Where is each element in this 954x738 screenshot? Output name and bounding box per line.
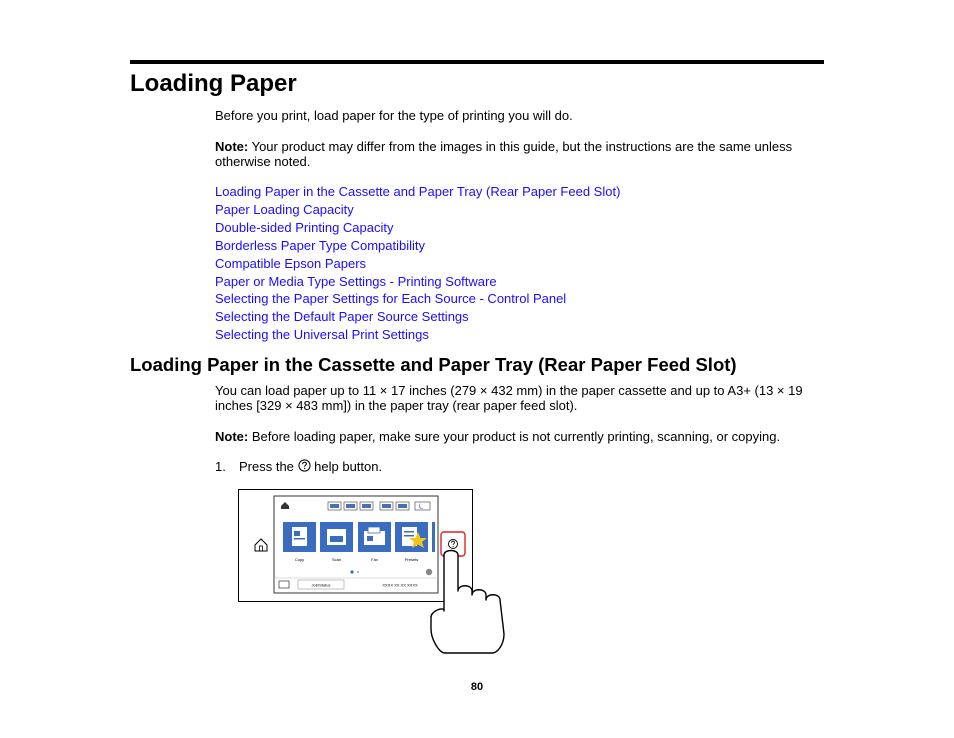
topic-links (215, 183, 620, 344)
list-item (215, 255, 620, 273)
list-item (215, 201, 620, 219)
help-icon (298, 459, 311, 472)
page-title: Loading Paper (130, 70, 297, 97)
section-body: You can load paper up to 11 × 17 inches (279 × 432 mm) in the paper cassette and up to A3+ (13 × 19 inches [329 × 483 mm]) in the paper tray (rear paper feed slot). (215, 383, 803, 413)
list-item (215, 326, 620, 344)
step-text-after: help button. (310, 459, 383, 474)
step-number: 1. (215, 459, 226, 474)
link-paper-settings-control-panel[interactable]: Selecting the Paper Settings for Each Source - Control Panel (215, 291, 567, 307)
list-item (215, 308, 620, 326)
tile-scan (320, 522, 353, 552)
note-paragraph (215, 139, 815, 169)
tile-label: Fax (371, 557, 378, 562)
page-indicator-active (350, 570, 353, 573)
link-universal-print-settings[interactable]: Selecting the Universal Print Settings (215, 327, 429, 343)
tile-label: Scan (331, 557, 342, 562)
note-text: Your product may differ from the images in this guide, but the instructions are the same unless otherwise noted. (215, 139, 793, 169)
link-paper-loading-capacity[interactable]: Paper Loading Capacity (215, 201, 354, 217)
tile-presets (395, 522, 428, 552)
list-item (215, 183, 620, 201)
step-1 (215, 459, 382, 475)
step-text-before: Press the (239, 459, 298, 474)
link-compatible-epson-papers[interactable]: Compatible Epson Papers (215, 255, 367, 271)
link-borderless-compatibility[interactable]: Borderless Paper Type Compatibility (215, 237, 426, 253)
tile-label: Copy (294, 557, 305, 562)
tile-copy (283, 522, 316, 552)
list-item (215, 273, 620, 291)
section-note (215, 429, 815, 444)
page-indicator (357, 571, 359, 573)
note-label: Note: (215, 139, 249, 154)
status-readout: XXXX XX XX XXXX (382, 582, 418, 588)
note-label: Note: (215, 429, 249, 444)
note-text: Before loading paper, make sure your product is not currently printing, scanning, or copying. (248, 429, 781, 444)
tile-fax (358, 522, 391, 552)
page-number: 80 (470, 681, 484, 693)
link-double-sided-capacity[interactable]: Double-sided Printing Capacity (215, 219, 394, 235)
control-panel-illustration (238, 489, 508, 657)
next-page-icon (426, 569, 432, 575)
tile-label: Presets (404, 557, 419, 562)
link-default-paper-source[interactable]: Selecting the Default Paper Source Settings (215, 309, 469, 325)
list-item (215, 237, 620, 255)
link-media-type-settings[interactable]: Paper or Media Type Settings - Printing Software (215, 273, 497, 289)
section-heading: Loading Paper in the Cassette and Paper Tray (Rear Paper Feed Slot) (130, 354, 737, 375)
list-item (215, 290, 620, 308)
intro-text: Before you print, load paper for the type of printing you will do. (215, 108, 573, 123)
heading-rule (130, 60, 824, 64)
job-status-label: Job/Status (311, 582, 331, 588)
link-loading-paper-cassette[interactable]: Loading Paper in the Cassette and Paper Tray (Rear Paper Feed Slot) (215, 184, 621, 199)
list-item (215, 219, 620, 237)
